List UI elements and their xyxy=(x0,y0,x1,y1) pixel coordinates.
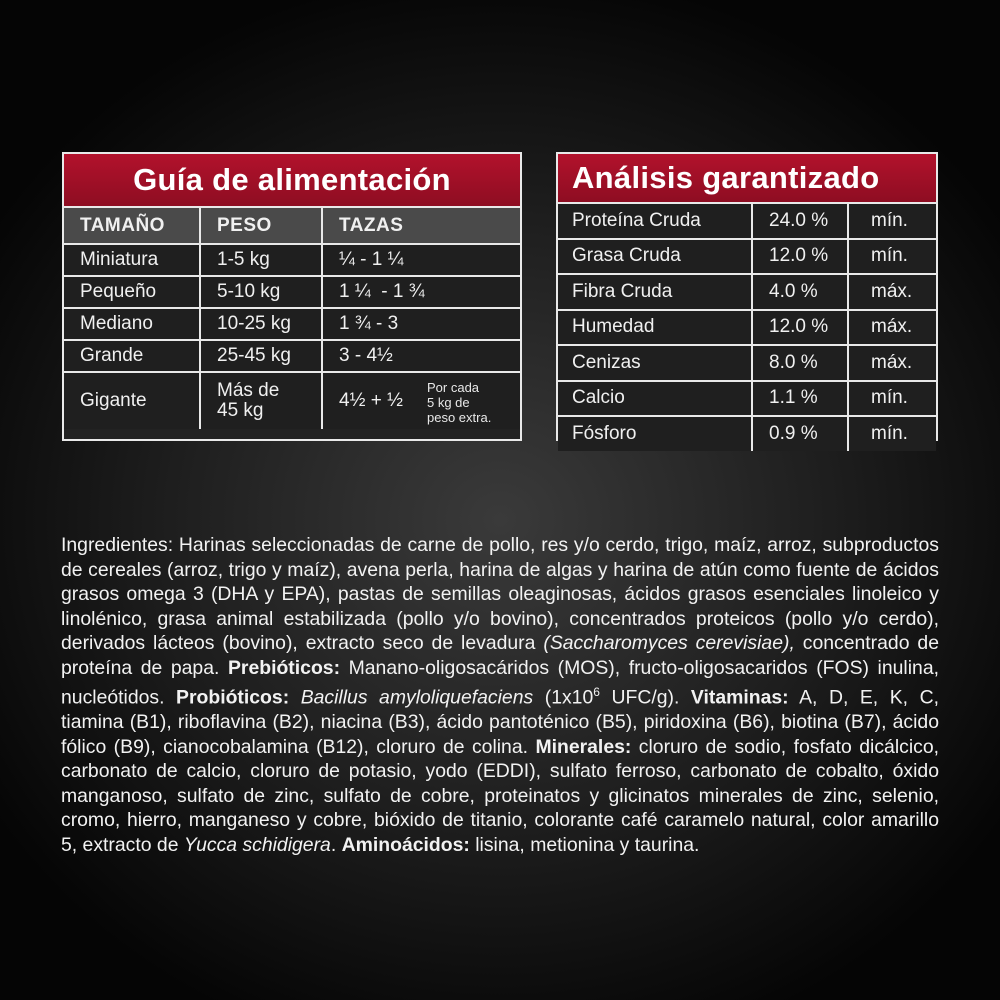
weight-cell: 1-5 kg xyxy=(200,244,322,276)
cups-cell xyxy=(322,372,520,429)
weight-line: 45 kg xyxy=(217,400,264,421)
table-row xyxy=(64,276,520,308)
nutrient-cell: Fósforo xyxy=(558,416,752,451)
value-cell: 12.0 % xyxy=(752,310,848,346)
weight-cell: 25-45 kg xyxy=(200,340,322,372)
note-line: Por cada xyxy=(427,380,480,395)
guaranteed-analysis-panel xyxy=(556,152,938,444)
probiotics-count-suffix: UFC/g). xyxy=(599,686,691,709)
value-cell: 1.1 % xyxy=(752,381,848,417)
probiotics-species: Bacillus amyloliquefaciens xyxy=(300,686,534,709)
vitamins-text: A, D, E, K, C, tiamina (B1), riboflavina (B2), niacina (B3), ácido pantoténico (B5), piridoxina (B6), biotina (B7), ácido fólico (B9), cianocobalamina (B12), cloruro de colina. xyxy=(61,686,939,758)
nutrient-cell: Grasa Cruda xyxy=(558,239,752,275)
feeding-guide-table xyxy=(64,208,520,429)
table-row xyxy=(558,239,936,275)
weight-cell: 10-25 kg xyxy=(200,308,322,340)
feeding-guide-panel xyxy=(62,152,522,441)
size-cell: Gigante xyxy=(64,372,200,429)
limit-cell: máx. xyxy=(848,345,936,381)
prebiotics-text: Manano-oligosacáridos (MOS), fructo-oligosacaridos (FOS) inulina, nucleótidos. xyxy=(61,656,939,709)
cups-cell: ¼ - 1 ¼ xyxy=(322,244,520,276)
nutrient-cell: Humedad xyxy=(558,310,752,346)
cups-cell: 3 - 4½ xyxy=(322,340,520,372)
prebiotics-label: Prebióticos: xyxy=(227,656,341,679)
weight-cell xyxy=(200,372,322,429)
table-row xyxy=(558,416,936,451)
weight-line: Más de xyxy=(217,380,280,401)
probiotics-exponent: 6 xyxy=(593,685,600,700)
yucca-species: Yucca schidigera xyxy=(183,833,331,856)
limit-cell: máx. xyxy=(848,310,936,346)
table-row xyxy=(558,274,936,310)
amino-acids-text: lisina, metionina y taurina. xyxy=(469,833,700,856)
cups-value: 4½ + ½ xyxy=(339,390,403,411)
cups-cell: 1 ¾ - 3 xyxy=(322,308,520,340)
table-row xyxy=(558,204,936,239)
nutrient-cell: Fibra Cruda xyxy=(558,274,752,310)
header-weight: PESO xyxy=(200,208,322,244)
extra-weight-note xyxy=(427,380,491,425)
amino-acids-label: Aminoácidos: xyxy=(341,833,470,856)
nutrient-cell: Cenizas xyxy=(558,345,752,381)
limit-cell: máx. xyxy=(848,274,936,310)
nutrient-cell: Calcio xyxy=(558,381,752,417)
value-cell: 4.0 % xyxy=(752,274,848,310)
probiotics-count-prefix: (1x10 xyxy=(533,686,594,709)
header-cups: TAZAS xyxy=(322,208,520,244)
table-row xyxy=(558,381,936,417)
limit-cell: mín. xyxy=(848,416,936,451)
note-line: 5 kg de xyxy=(427,395,470,410)
feeding-guide-header-row xyxy=(64,208,520,244)
size-cell: Pequeño xyxy=(64,276,200,308)
ingredients-text-segment: . xyxy=(330,833,342,856)
limit-cell: mín. xyxy=(848,381,936,417)
nutrient-cell: Proteína Cruda xyxy=(558,204,752,239)
weight-cell: 5-10 kg xyxy=(200,276,322,308)
size-cell: Miniatura xyxy=(64,244,200,276)
table-row xyxy=(558,310,936,346)
ingredients-text-segment: concentrado de proteína de papa. xyxy=(61,632,939,679)
probiotics-label: Probióticos: xyxy=(176,686,290,709)
feeding-guide-title: Guía de alimentación xyxy=(64,154,520,208)
analysis-title: Análisis garantizado xyxy=(558,154,936,204)
value-cell: 8.0 % xyxy=(752,345,848,381)
yeast-species: (Saccharomyces cerevisiae), xyxy=(543,632,795,655)
minerals-label: Minerales: xyxy=(535,735,632,758)
table-row xyxy=(64,340,520,372)
table-row xyxy=(64,308,520,340)
value-cell: 0.9 % xyxy=(752,416,848,451)
analysis-table xyxy=(558,204,936,451)
value-cell: 12.0 % xyxy=(752,239,848,275)
table-row xyxy=(64,372,520,429)
vitamins-label: Vitaminas: xyxy=(690,686,789,709)
header-size: TAMAÑO xyxy=(64,208,200,244)
value-cell: 24.0 % xyxy=(752,204,848,239)
ingredients-text xyxy=(61,533,939,857)
note-line: peso extra. xyxy=(427,410,492,425)
ingredients-intro: Ingredientes: Harinas seleccionadas de carne de pollo, res y/o cerdo, trigo, maíz, arroz, subproductos de cereales (arroz, trigo y maíz), avena perla, harina de algas y harina de atún como fuente de ácidos grasos omega 3 (DHA y EPA), pastas de semillas oleaginosas, ácidos grasos esenciales linoleico y linolénico, grasa animal estabilizada (pollo y/o bovino), concentrados proteicos (pollo y/o cerdo), derivados lácteos (bovino), extracto seco de levadura xyxy=(61,534,939,655)
limit-cell: mín. xyxy=(848,239,936,275)
minerals-text: cloruro de sodio, fosfato dicálcico, carbonato de calcio, cloruro de potasio, yodo (EDDI), sulfato ferroso, carbonato de cobalto, óxido manganoso, sulfato de zinc, sulfato de cobre, proteinatos y glicinatos minerales de zinc, selenio, cromo, hierro, manganeso y cobre, bióxido de titanio, colorante café caramelo natural, color amarillo 5, extracto de xyxy=(61,735,939,856)
table-row xyxy=(558,345,936,381)
cups-cell: 1 ¼ - 1 ¾ xyxy=(322,276,520,308)
table-row xyxy=(64,244,520,276)
size-cell: Grande xyxy=(64,340,200,372)
limit-cell: mín. xyxy=(848,204,936,239)
size-cell: Mediano xyxy=(64,308,200,340)
